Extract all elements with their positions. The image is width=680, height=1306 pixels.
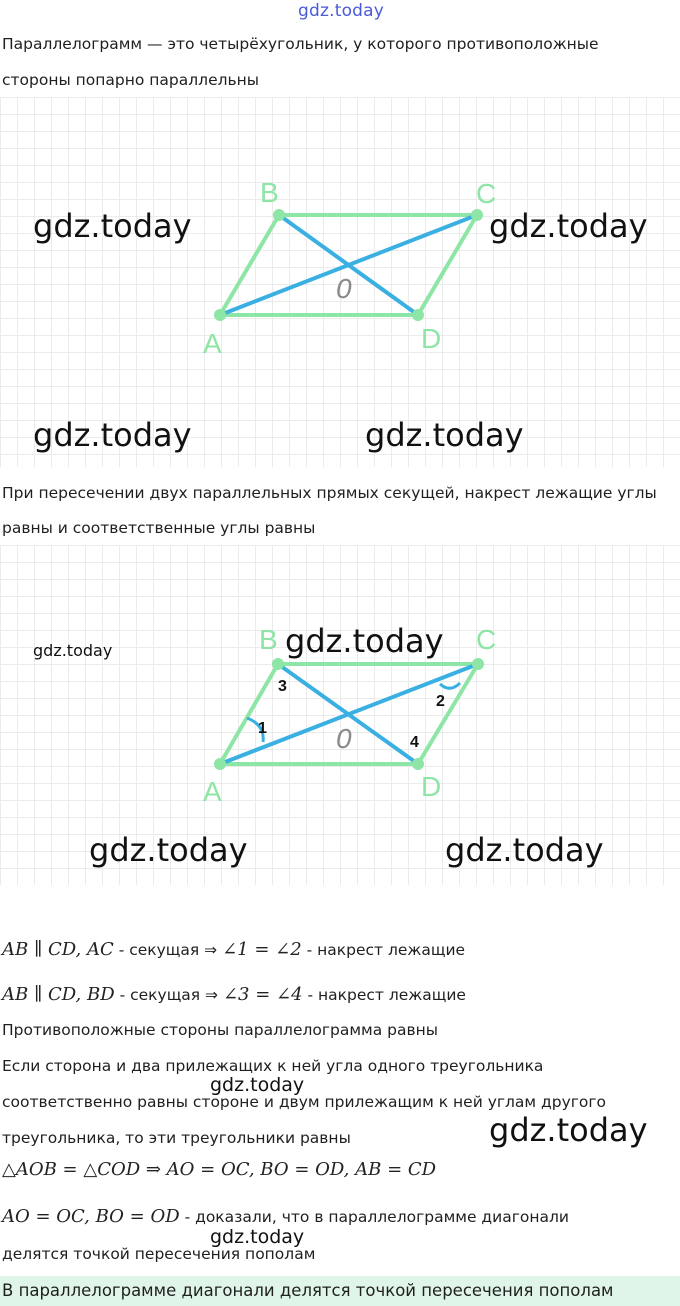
- angle-label-2: 2: [436, 693, 445, 710]
- vertex-a: [214, 309, 226, 321]
- watermark-fig2-2: gdz.today: [89, 831, 248, 869]
- label-a: A: [203, 328, 222, 359]
- section2-line-2: равны и соответственные углы равны: [2, 519, 316, 537]
- proof-line-1-math: AB ∥ CD, AC: [2, 939, 114, 960]
- label-c: C: [476, 624, 497, 655]
- figure-1-parallelogram: [0, 97, 680, 467]
- label-a: A: [203, 776, 222, 807]
- vertex-d: [412, 309, 424, 321]
- label-b: B: [260, 177, 279, 208]
- label-o: 0: [336, 273, 352, 304]
- proof-line-1: [2, 940, 465, 960]
- proof-line-2-math: AB ∥ CD, BD: [2, 984, 115, 1005]
- proof-line-6: треугольника, то эти треугольники равны: [2, 1129, 351, 1147]
- section2-line-1: При пересечении двух параллельных прямых секущей, накрест лежащие углы: [2, 484, 657, 502]
- vertex-d: [412, 758, 424, 770]
- proof-line-4: Если сторона и два прилежащих к ней угла одного треугольника: [2, 1057, 544, 1075]
- vertex-b: [272, 658, 284, 670]
- intro-line-1: Параллелограмм — это четырёхугольник, у которого противоположные: [2, 35, 599, 53]
- proof-line-1-text: - секущая ⇒: [113, 941, 223, 959]
- vertex-a: [214, 758, 226, 770]
- angle-label-4: 4: [410, 734, 419, 751]
- angle-label-3: 3: [278, 678, 287, 695]
- figure-2-grid: [0, 545, 680, 885]
- proof-line-2-math-2: ∠3 = ∠4: [222, 984, 303, 1005]
- watermark-fig1-4: gdz.today: [365, 416, 524, 454]
- proof-line-7: [2, 1160, 436, 1180]
- proof-line-2-text-2: - накрест лежащие: [302, 986, 466, 1004]
- watermark-fig1-1: gdz.today: [33, 207, 192, 245]
- watermark-fig2-small: gdz.today: [33, 641, 113, 660]
- watermark-proof-1: gdz.today: [210, 1074, 305, 1096]
- proof-line-8-text: - доказали, что в параллелограмме диагонали: [179, 1208, 569, 1226]
- watermark-proof-3: gdz.today: [210, 1226, 305, 1248]
- conclusion-box: [0, 1276, 680, 1306]
- intro-line-2: стороны попарно параллельны: [2, 71, 260, 89]
- watermark-fig1-2: gdz.today: [489, 207, 648, 245]
- angle-label-1: 1: [258, 720, 267, 737]
- vertex-c: [472, 658, 484, 670]
- watermark-fig2-3: gdz.today: [445, 831, 604, 869]
- label-d: D: [421, 323, 442, 354]
- label-c: C: [476, 178, 497, 209]
- watermark-fig2-1: gdz.today: [285, 622, 444, 660]
- watermark-fig1-3: gdz.today: [33, 416, 192, 454]
- label-b: B: [259, 624, 278, 655]
- proof-line-2: [2, 985, 466, 1005]
- proof-line-1-math-2: ∠1 = ∠2: [222, 939, 302, 960]
- figure-1-grid: [0, 97, 680, 467]
- proof-line-3: Противоположные стороны параллелограмма равны: [2, 1021, 439, 1039]
- proof-line-9: делятся точкой пересечения пополам: [2, 1245, 316, 1263]
- angle-arc-2: [440, 683, 460, 688]
- conclusion-text: В параллелограмме диагонали делятся точкой пересечения пополам: [2, 1281, 614, 1300]
- proof-line-5: соответственно равны стороне и двум прилежащим к ней углам другого: [2, 1093, 607, 1111]
- vertex-b: [273, 209, 285, 221]
- watermark-top: gdz.today: [298, 1, 385, 21]
- proof-line-1-text-2: - накрест лежащие: [301, 941, 466, 959]
- proof-line-2-text: - секущая ⇒: [114, 986, 223, 1004]
- proof-line-8-math: AO = OC, BO = OD: [2, 1206, 180, 1227]
- label-d: D: [421, 771, 442, 802]
- vertex-c: [471, 209, 483, 221]
- proof-line-7-math: △AOB = △COD ⇒ AO = OC, BO = OD, AB = CD: [2, 1159, 437, 1180]
- label-o: 0: [336, 723, 352, 754]
- watermark-proof-2: gdz.today: [489, 1111, 648, 1149]
- proof-line-8: [2, 1207, 569, 1227]
